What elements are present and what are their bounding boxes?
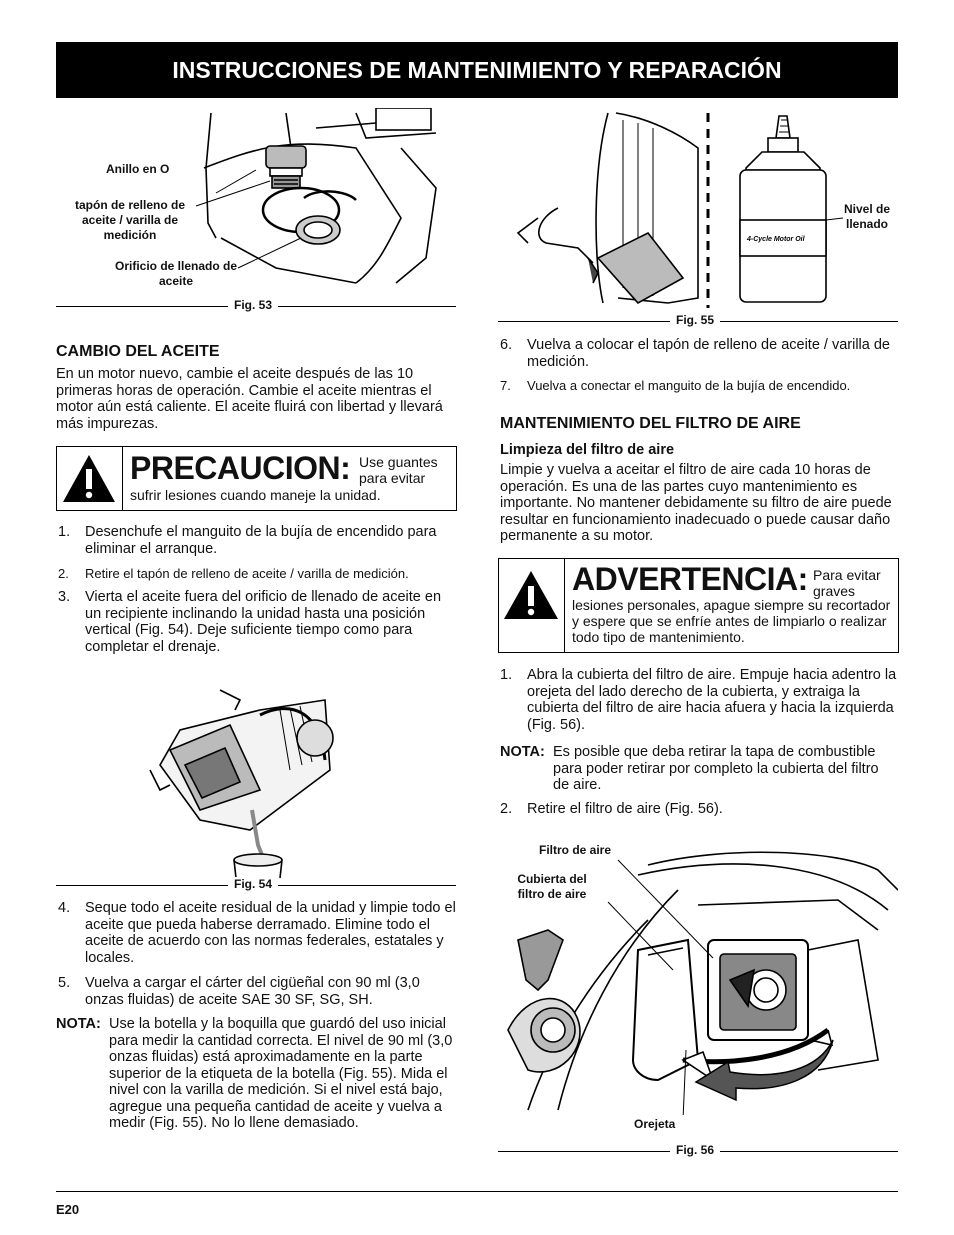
caution-box	[56, 446, 457, 511]
oil-change-title: CAMBIO DEL ACEITE	[56, 343, 220, 360]
page-number: E20	[56, 1202, 80, 1217]
step-5-left: 5. Vuelva a cargar el cárter del cigüeñal con 90 ml (3,0 onzas fluidas) de aceite SAE 30 SF, SG, SH.	[58, 975, 420, 1008]
air-filter-subtitle: Limpieza del filtro de aire	[500, 442, 675, 458]
warning-box	[498, 558, 899, 653]
warning-icon-cell	[499, 559, 565, 652]
step-2-left: 2. Retire el tapón de relleno de aceite / varilla de medición.	[58, 566, 409, 581]
figure-55-label: Fig. 55	[670, 313, 720, 327]
callout-fill-hole: Orificio de llenado de aceite	[114, 259, 238, 288]
oil-change-intro: En un motor nuevo, cambie el aceite después de las 10 primeras horas de operación. Cambie el aceite mientras el motor aún está caliente. El aceite fluirá con libertad y llevará más impurezas.	[56, 366, 443, 432]
warning-text-b: lesiones personales, apague siempre su recortador y espere que se enfríe antes de limpiarlo o realizar todo tipo de mantenimiento.	[572, 597, 891, 645]
step-2-right: 2. Retire el filtro de aire (Fig. 56).	[500, 801, 723, 817]
warning-text-a: Para evitar graves	[813, 567, 881, 599]
callout-fill-level: Nivel de llenado	[843, 202, 891, 231]
step-3-left: 3. Vierta el aceite fuera del orificio de llenado de aceite en un recipiente inclinando la unidad hasta una posición vertical (Fig. 54). Deje suficiente tiempo como para completar el drenaje.	[58, 589, 442, 655]
figure-53-label: Fig. 53	[228, 298, 278, 312]
step-7-right: 7. Vuelva a conectar el manguito de la bujía de encendido.	[500, 378, 851, 393]
step-1-left: 1. Desenchufe el manguito de la bujía de encendido para eliminar el arranque.	[58, 524, 437, 557]
note-right: NOTA: Es posible que deba retirar la tapa de combustible para poder retirar por completo la cubierta del filtro de aire.	[500, 744, 879, 793]
warning-triangle-icon	[57, 447, 122, 510]
figure-54-label: Fig. 54	[228, 877, 278, 891]
warning-heading: ADVERTENCIA:	[572, 561, 808, 597]
oil-bottle-label: 4-Cycle Motor Oil	[747, 236, 805, 243]
draining-oil-illustration	[140, 670, 340, 880]
warning-triangle-icon	[499, 559, 564, 652]
callout-tab: Orejeta	[634, 1117, 676, 1131]
step-1-right: 1. Abra la cubierta del filtro de aire. Empuje hacia adentro la orejeta del lado derecho de la cubierta, y extraiga la cubierta del filtro de aire hacia afuera y hacia la izquierda (Fig. 56).	[500, 667, 897, 733]
callout-air-filter: Filtro de aire	[539, 843, 612, 857]
caution-icon-cell	[57, 447, 123, 510]
callout-filter-cover: Cubierta del filtro de aire	[517, 872, 587, 901]
note-left: NOTA: Use la botella y la boquilla que guardó del uso inicial para medir la cantidad correcta. El nivel de 90 ml (3,0 onzas fluidas) está aproximadamente en la parte superior de la etiqueta de la botella (Fig. 55). Mida el nivel con la varilla de medición. Si el nivel está bajo, agregue una pequeña cantidad de aceite y vuelva a medir (Fig. 55). No lo llene demasiado.	[56, 1016, 453, 1131]
caution-heading: PRECAUCION:	[130, 450, 351, 486]
air-filter-intro: Limpie y vuelva a aceitar el filtro de aire cada 10 horas de operación. Es una de las partes cuyo mantenimiento es importante. No mantener debidamente su filtro de aire puede resultar en funcionamiento inadecuado o puede causar daño permanente a su motor.	[500, 462, 892, 544]
air-filter-title: MANTENIMIENTO DEL FILTRO DE AIRE	[500, 415, 801, 432]
callout-o-ring: Anillo en O	[106, 162, 170, 176]
callout-oil-cap: tapón de relleno de aceite / varilla de medición	[74, 198, 185, 242]
caution-text-b: sufrir lesiones cuando maneje la unidad.	[130, 487, 381, 503]
step-4-left: 4. Seque todo el aceite residual de la unidad y limpie todo el aceite que pueda haberse derramado. Elimine todo el aceite de acuerdo con las normas federales, estatales y locales.	[58, 900, 456, 966]
figure-54	[140, 670, 340, 880]
section-header-banner	[56, 42, 898, 98]
section-header-title: INSTRUCCIONES DE MANTENIMIENTO Y REPARACIÓN	[172, 56, 782, 83]
caution-text-a: Use guantes para evitar	[359, 454, 438, 486]
figure-56-label: Fig. 56	[670, 1143, 720, 1157]
step-6-right: 6. Vuelva a colocar el tapón de relleno de aceite / varilla de medición.	[500, 337, 890, 370]
footer-rule	[56, 1191, 898, 1192]
